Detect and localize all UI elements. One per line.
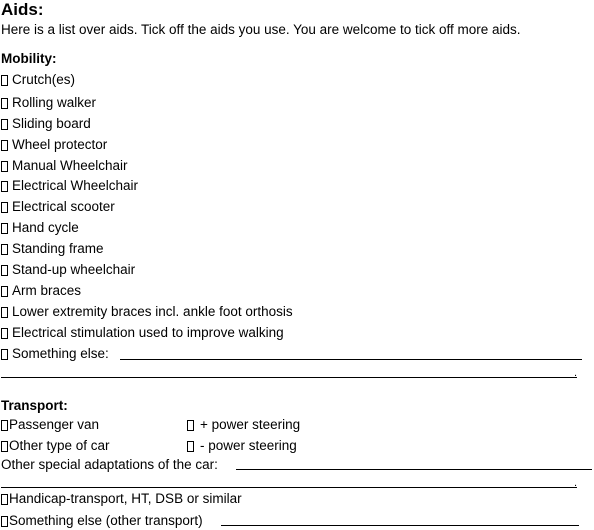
checkbox-option-plus-power-steering[interactable] [187,416,300,434]
option-label: Something else (other transport) [9,513,203,528]
option-label: Other type of car [9,438,110,453]
option-label: Lower extremity braces incl. ankle foot orthosis [12,304,293,319]
checkbox[interactable] [1,98,8,109]
checkbox[interactable] [1,265,8,276]
checkbox[interactable] [1,441,8,452]
checkbox[interactable] [1,202,8,213]
checkbox-option-hand-cycle[interactable] [1,219,79,237]
checkbox[interactable] [1,75,8,86]
checkbox[interactable] [187,441,194,452]
checkbox-option-electrical-stimulation[interactable] [1,324,284,342]
option-label: + power steering [200,417,301,432]
option-label: Electrical Wheelchair [12,178,139,193]
checkbox-option-arm-braces[interactable] [1,282,81,300]
checkbox-option-electrical-scooter[interactable] [1,198,115,216]
option-label: Passenger van [9,417,100,432]
adaptations-label: Other special adaptations of the car: [1,457,218,472]
option-label: Sliding board [12,116,91,131]
option-label: Hand cycle [12,220,79,235]
checkbox[interactable] [1,328,8,339]
checkbox-option-electrical-wheelchair[interactable] [1,177,138,195]
checkbox-option-stand-up-wheelchair[interactable] [1,261,135,279]
checkbox[interactable] [1,307,8,318]
checkbox-option-rolling-walker[interactable] [1,94,96,112]
checkbox-option-something-else-transport[interactable] [1,512,203,530]
checkbox-option-wheel-protector[interactable] [1,136,107,154]
mobility-heading: Mobility: [1,51,57,66]
option-label: Stand-up wheelchair [12,262,136,277]
adaptations-write-line-2[interactable] [1,487,577,488]
something-else-write-line[interactable] [120,359,582,360]
option-label: Electrical scooter [12,199,115,214]
option-label: Arm braces [12,283,82,298]
checkbox-option-other-car[interactable] [1,437,110,455]
checkbox-option-crutches[interactable] [1,71,75,89]
intro-text: Here is a list over aids. Tick off the aids you use. You are welcome to tick off more aids. [1,22,521,37]
transport-heading: Transport: [1,398,68,413]
something-else-write-line-2[interactable] [1,377,577,378]
adaptations-end-mark: . [574,477,578,489]
option-label: - power steering [200,438,297,453]
checkbox[interactable] [1,286,8,297]
option-label: Crutch(es) [12,72,76,87]
other-transport-write-line[interactable] [221,525,579,526]
end-mark: . [574,367,578,379]
checkbox[interactable] [1,349,8,360]
checkbox-option-standing-frame[interactable] [1,240,104,258]
checkbox[interactable] [1,244,8,255]
checkbox[interactable] [1,420,8,431]
checkbox[interactable] [1,161,8,172]
option-label: Rolling walker [12,95,97,110]
checkbox[interactable] [1,494,8,505]
checkbox[interactable] [1,181,8,192]
option-label: Electrical stimulation used to improve walking [12,325,284,340]
option-label: Handicap-transport, HT, DSB or similar [9,491,242,506]
checkbox-option-something-else[interactable] [1,345,109,363]
checkbox-option-handicap-transport[interactable] [1,490,242,508]
option-label: Manual Wheelchair [12,158,128,173]
adaptations-write-line[interactable] [236,469,592,470]
option-label: Wheel protector [12,137,108,152]
checkbox[interactable] [1,516,8,527]
checkbox-option-passenger-van[interactable] [1,416,99,434]
option-label: Standing frame [12,241,104,256]
checkbox[interactable] [1,119,8,130]
checkbox[interactable] [1,223,8,234]
page-title: Aids: [1,0,44,19]
checkbox-option-lower-extremity-braces[interactable] [1,303,293,321]
checkbox-option-manual-wheelchair[interactable] [1,157,128,175]
checkbox[interactable] [1,140,8,151]
checkbox-option-minus-power-steering[interactable] [187,437,297,455]
option-label: Something else: [12,346,109,361]
checkbox-option-sliding-board[interactable] [1,115,91,133]
checkbox[interactable] [187,420,194,431]
